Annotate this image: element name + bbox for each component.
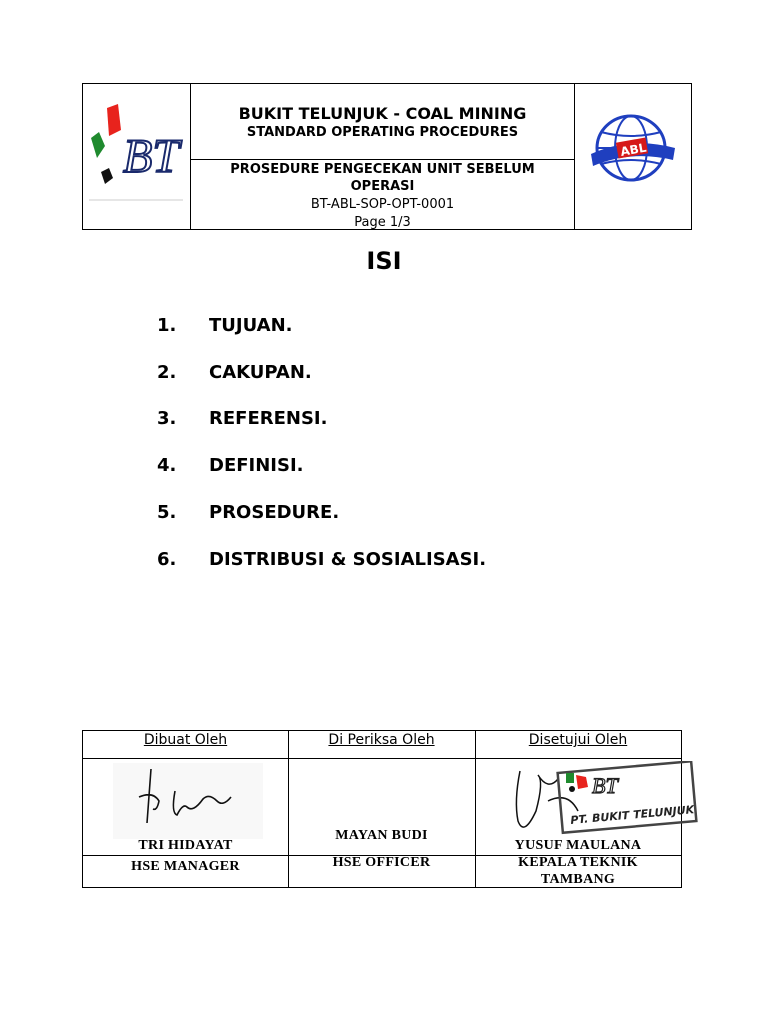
procedure-title-line2: OPERASI — [350, 179, 415, 194]
header-title-cell — [191, 84, 574, 229]
checked-by-role: HSE OFFICER — [332, 855, 431, 870]
toc-item-label: REFERENSI. — [209, 408, 328, 429]
table-divider — [83, 758, 681, 759]
made-by-header: Dibuat Oleh — [143, 732, 228, 748]
toc-number: 2. — [157, 362, 177, 383]
signature-tri-hidayat — [113, 763, 263, 839]
document-subtitle: STANDARD OPERATING PROCEDURES — [246, 125, 519, 140]
approved-by-role-line2: TAMBANG — [540, 872, 616, 887]
checked-by-name: MAYAN BUDI — [335, 828, 428, 843]
stamp-logo-text: BT — [592, 773, 618, 798]
document-header-table — [82, 83, 692, 230]
checked-by-header: Di Periksa Oleh — [328, 732, 435, 748]
company-stamp — [508, 761, 698, 847]
bt-logo-red-shape — [107, 104, 121, 136]
page-number: Page 1/3 — [354, 215, 411, 230]
bt-logo-text: BT — [123, 130, 180, 183]
bt-logo-cell — [83, 84, 191, 229]
approved-by-name: YUSUF MAULANA — [514, 838, 642, 853]
toc-item-label: CAKUPAN. — [209, 362, 312, 383]
toc-number: 1. — [157, 315, 177, 336]
document-number: BT-ABL-SOP-OPT-0001 — [310, 197, 455, 212]
approval-table — [82, 730, 695, 888]
bt-logo-green-shape — [91, 132, 105, 158]
made-by-name: TRI HIDAYAT — [138, 838, 233, 853]
toc-number: 6. — [157, 549, 177, 570]
toc-number: 5. — [157, 502, 177, 523]
abl-globe-logo — [587, 112, 679, 184]
toc-item-label: TUJUAN. — [209, 315, 293, 336]
toc-item-label: DEFINISI. — [209, 455, 304, 476]
approved-by-role-line1: KEPALA TEKNIK — [518, 855, 638, 870]
toc-number: 4. — [157, 455, 177, 476]
toc-number: 3. — [157, 408, 177, 429]
bt-logo — [83, 102, 189, 212]
abl-logo-text: ABL — [619, 140, 648, 159]
procedure-title-line1: PROSEDURE PENGECEKAN UNIT SEBELUM — [230, 162, 535, 177]
page-title: ISI — [366, 247, 402, 275]
stamp-text: PT. BUKIT TELUNJUK — [569, 803, 695, 827]
company-name: BUKIT TELUNJUK - COAL MINING — [238, 104, 527, 123]
bt-logo-black-shape — [101, 168, 113, 184]
toc-item-label: DISTRIBUSI & SOSIALISASI. — [209, 549, 487, 570]
abl-logo-cell — [574, 84, 691, 229]
toc-item-label: PROSEDURE. — [209, 502, 340, 523]
header-divider — [191, 159, 574, 160]
made-by-role: HSE MANAGER — [131, 859, 240, 874]
approved-by-header: Disetujui Oleh — [528, 732, 628, 748]
